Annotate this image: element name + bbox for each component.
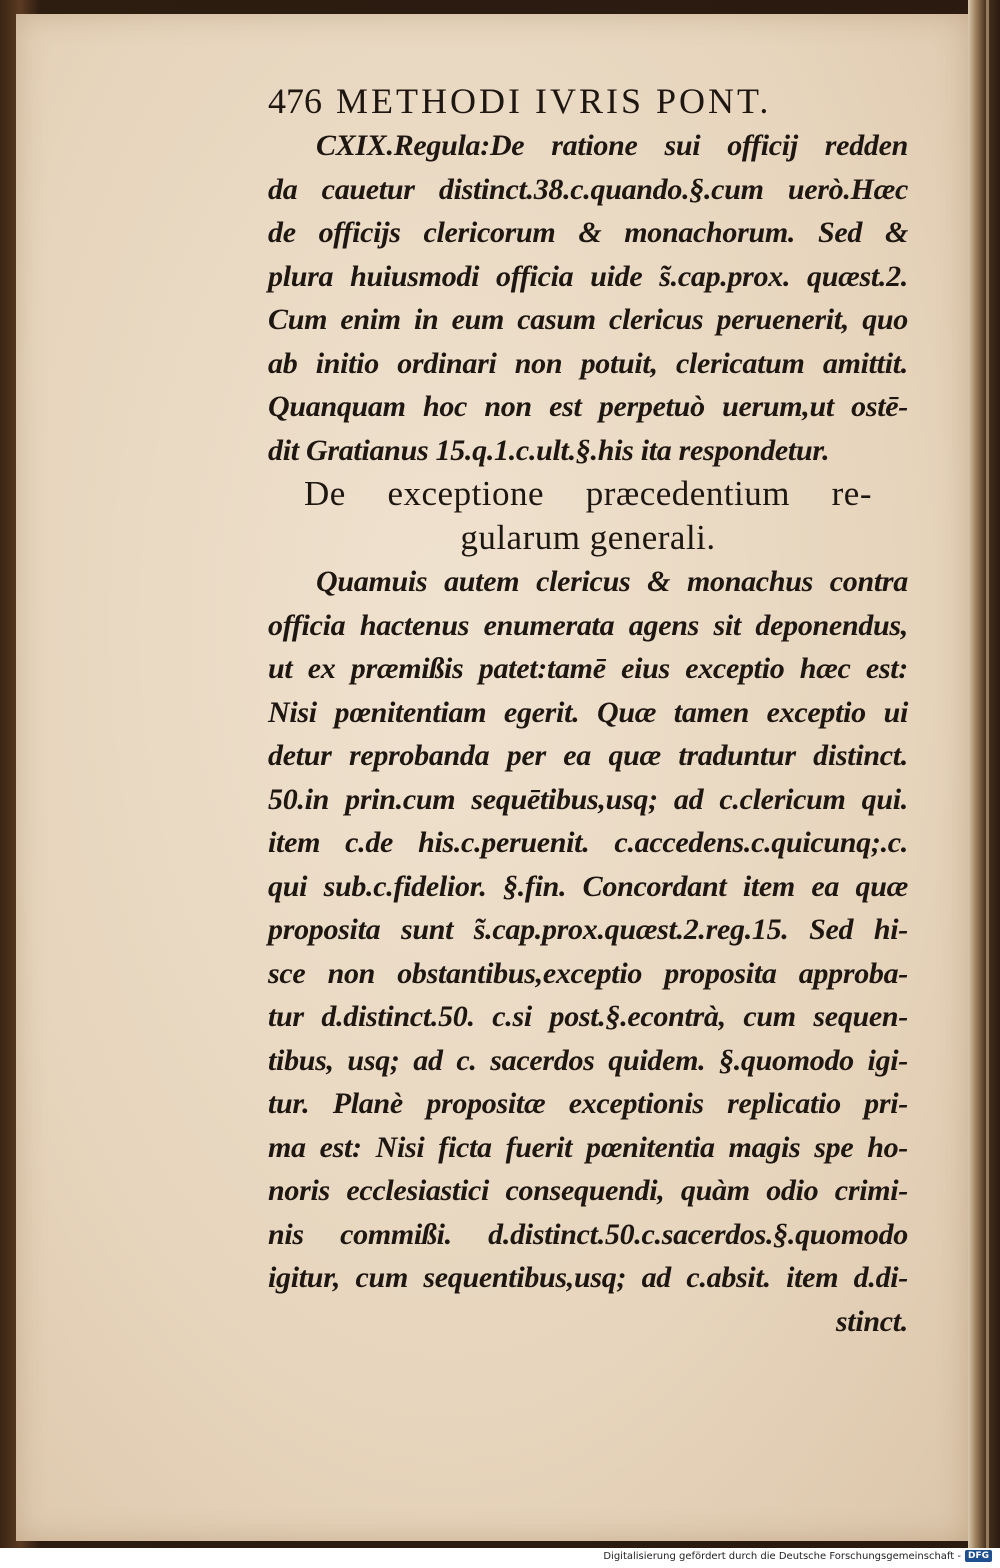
text-line: Quamuis autem clericus & monachus contra [316,565,908,598]
text-line: plura huiusmodi officia uide s̃.cap.prox. quæst.2. [268,259,908,293]
text-line: Cum enim in eum casum clericus peruenerit, quo [268,303,908,336]
text-line: qui sub.c.fidelior. §.fin. Concordant item ea quæ [268,869,908,903]
section-heading [268,472,908,560]
page-number: 476 [268,81,322,121]
text-line: item c.de his.c.peruenit. c.accedens.c.quicunq;.c. [268,826,908,859]
text-line: da cauetur distinct.38.c.quando.§.cum uerò.Hæc [268,172,908,206]
book-spine [968,0,1000,1548]
text-line: igitur, cum sequentibus,usq; ad c.absit. item d.di- [268,1261,908,1294]
page-text [268,78,908,1343]
text-line: officia hactenus enumerata agens sit deponendus, [268,608,908,642]
text-line: proposita sunt s̃.cap.prox.quæst.2.reg.15. Sed hi- [268,913,908,946]
text-line: detur reprobanda per ea quæ traduntur distinct. [268,739,908,772]
text-line: 50.in prin.cum sequētibus,usq; ad c.clericum qui. [268,782,908,816]
text-line: ut ex præmißis patet:tamē eius exceptio hæc est: [268,652,908,685]
text-line: ab initio ordinari non potuit, clericatum amittit. [268,346,908,380]
heading-line: De exceptione præcedentium re- [304,474,872,513]
text-line: tibus, usq; ad c. sacerdos quidem. §.quomodo igi- [268,1043,908,1077]
text-line: Quanquam hoc non est perpetuò uerum,ut ostē- [268,390,908,423]
text-line: Nisi pœnitentiam egerit. Quæ tamen exceptio ui [268,695,908,729]
paragraph-1 [268,124,908,472]
text-line: tur. Planè propositæ exceptionis replicatio pri- [268,1087,908,1120]
dfg-logo-icon: DFG [965,1550,992,1562]
text-line: stinct. [835,1304,908,1338]
text-line: CXIX.Regula:De ratione sui officij redden [316,129,908,162]
credit-text: Digitalisierung gefördert durch die Deutsche Forschungsgemeinschaft - [603,1550,961,1562]
running-title: METHODI IVRIS PONT. [336,81,772,121]
heading-line: gularum generali. [460,518,716,557]
text-line: nis commißi. d.distinct.50.c.sacerdos.§.quomodo [268,1217,908,1251]
text-line: ma est: Nisi ficta fuerit pœnitentia magis spe ho- [268,1130,908,1164]
text-line: tur d.distinct.50. c.si post.§.econtrà, cum sequen- [268,1000,908,1033]
text-line: sce non obstantibus,exceptio proposita approba- [268,956,908,990]
digitization-credit [603,1550,992,1562]
running-header [268,78,908,124]
paragraph-2 [268,560,908,1343]
text-line: noris ecclesiastici consequendi, quàm odio crimi- [268,1174,908,1207]
text-line: dit Gratianus 15.q.1.c.ult.§.his ita respondetur. [268,433,830,467]
text-line: de officijs clericorum & monachorum. Sed & [268,216,908,249]
spine-edge [986,0,989,1548]
